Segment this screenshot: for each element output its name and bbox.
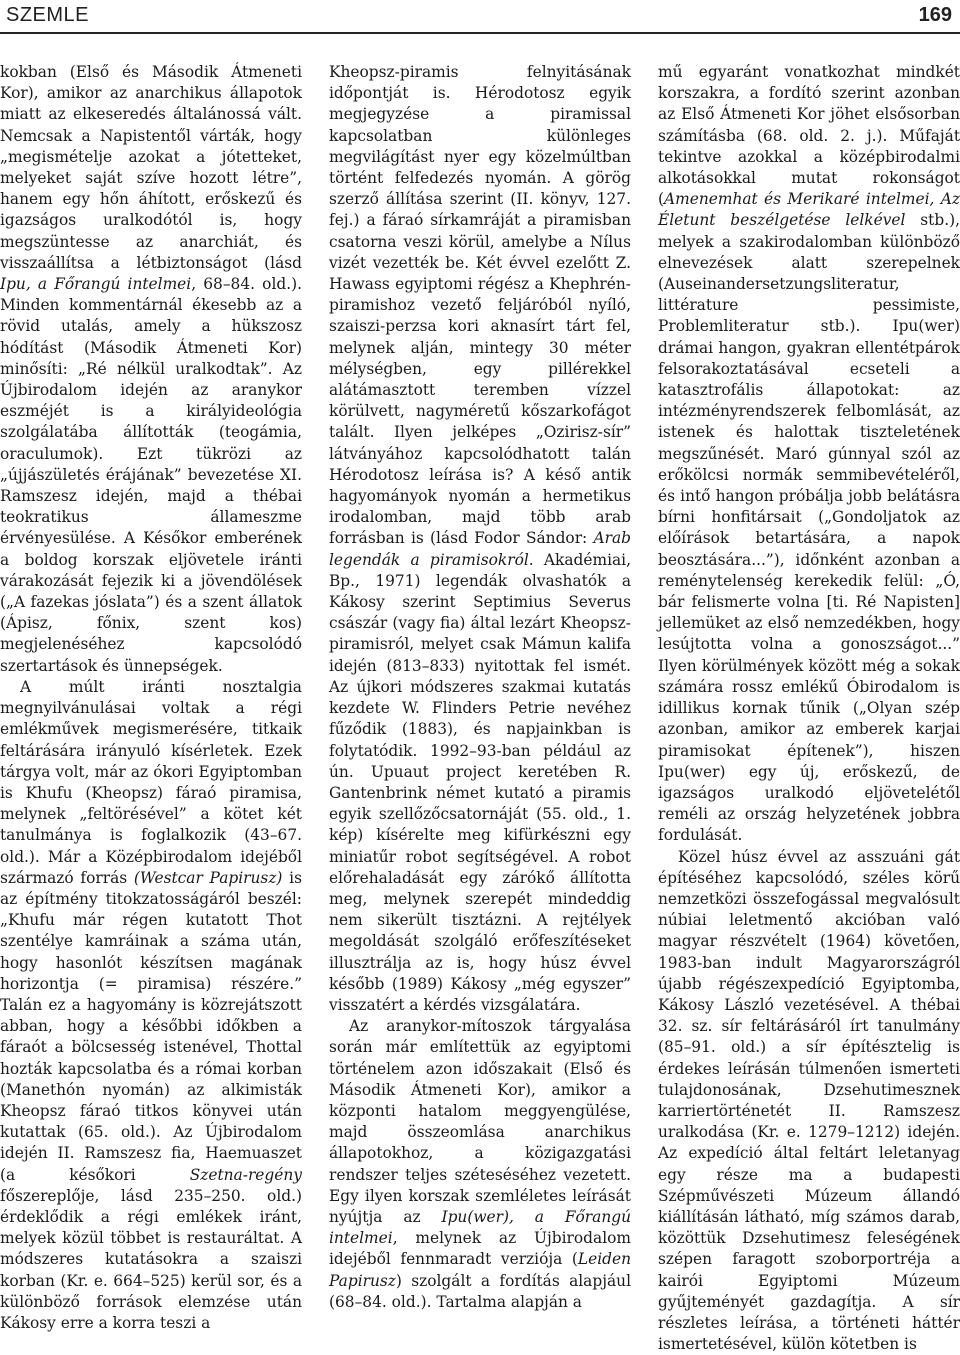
text-run: Akadémiai, Bp., 1971) legendák olvashatók a Kákosy szerint Septimius Severus császár (vagy fia) által lezárt Kheopsz-piramisról, melyet csak Mámun kalifa idején (813–833) nyitottak fel ismét. Az újkori módszeres szakmai kutatás kezdete W. Flinders Petrie nevéhez fűződik (1883), és napjainkban is folytatódik. 1992–93-ban például az ún. Upuaut project keretében R. Gantenbrink német kutató a piramis egyik szellőzőcsatornáját (55. old., 1. kép) kísérelte meg kifürkészni egy miniatűr robot segítségével. A robot előrehaladását egy zárókő állította meg, melynek szerepét mindeddig nem sikerült tisztázni. A rejtélyek megoldását szolgáló erőfeszítéseket illusztrálja az is, hogy húsz évvel később (1989) Kákosy „még egyszer” visszatért a kérdés vizsgálatára. <box>329 550 631 1014</box>
italic-title: Ipu, a Főrangú intelmei <box>0 275 192 294</box>
paragraph <box>0 677 302 1334</box>
italic-title: (Westcar Papirusz) <box>133 868 283 887</box>
text-run: Az aranykor-mítoszok tárgyalása során már említettük az egyiptomi történelem azon időszakait (Első és Második Átmeneti Kor), amikor a központi hatalom meggyengülése, majd összeomlása anarchikus állapotokhoz, a közigazgatási rendszer teljes széteséséhez vezetett. Egy ilyen korszak szemléletes leírását nyújtja az <box>329 1017 631 1226</box>
text-run: kokban (Első és Második Átmeneti Kor), amikor az anarchikus állapotok miatt az elkeseredés általánossá vált. Nemcsak a Napistentől várták, hogy „megismételje azokat a jótetteket, melyeket saját szíve hozott létre”, hanem egy hőn áhított, erőskezű és igazságos uralkodótól is, hogy megszüntesse az anarchiát, és visszaállítsa a létbiztonságot (lásd <box>0 63 302 272</box>
paragraph <box>329 62 631 1016</box>
italic-title: Arab legendák a piramisokról. <box>329 529 631 569</box>
page-number: 169 <box>918 4 952 26</box>
italic-title: Leiden Papirusz <box>329 1250 631 1290</box>
paragraph <box>658 62 960 847</box>
text-run: Közel húsz évvel az asszuáni gát építéséhez kapcsolódó, széles körű nemzetközi összefogással megvalósult núbiai leletmentő akcióban való magyar részvételt (1964) követően, 1983-ban indult Magyarországról újabb régészexpedíció Egyiptomba, Kákosy László vezetésével. A thébai 32. sz. sír feltárásáról írt tanulmány (85–91. old.) a sír építésztelig is érdekes leírásán túlmenően ismerteti tulajdonosának, Dzsehutimesznek karriertörténetét II. Ramszesz uralkodása (Kr. e. 1279–1212) idején. Az expedíció által feltárt leletanyag egy része ma a budapesti Szépművészeti Múzeum állandó kiállításán látható, míg számos darab, közöttük Dzsehutimesz feleségének szépen faragott szoborportréja a kairói Egyiptomi Múzeum gyűjteményét gazdagítja. A sír részletes leírása, a történeti háttér ismertetésével, külön kötetben is <box>658 847 960 1354</box>
text-columns <box>0 62 960 1354</box>
page-header <box>0 0 960 34</box>
text-run: A múlt iránti nosztalgia megnyilvánulásai voltak a régi emlékművek megismerésére, titkaik feltárására irányuló kísérletek. Ezek tárgya volt, már az ókori Egyiptomban is Khufu (Kheopsz) fáraó piramisa, melynek „feltörésével” a kötet két tanulmánya is foglalkozik (43–67. old.). Már a Középbirodalom idejéből származó forrás <box>0 677 302 887</box>
text-run: főszereplője, lásd 235–250. old.) érdeklődik a régi emlékek iránt, melyek közül többet is restauráltat. A módszeres kutatásokra a szaiszi korban (Kr. e. 664–525) kerül sor, és a különböző források elemzése után Kákosy erre a korra teszi a <box>0 1186 302 1332</box>
italic-title: Szetna-regény <box>189 1165 302 1184</box>
text-run: ) szolgált a fordítás alapjául (68–84. old.). Tartalma alapján a <box>329 1271 631 1311</box>
paragraph <box>658 847 960 1355</box>
text-run: , melynek az Újbirodalom idejéből fennmaradt verziója ( <box>329 1229 631 1269</box>
text-run: stb.), melyek a szakirodalomban különböző elnevezések alatt szerepelnek (Auseinandersetzungsliteratur, littérature pessimiste, Problemliteratur stb.). Ipu(wer) drámai hangon, gyakran ellentétpárok felsorakoztatásával ecseteli a katasztrofális állapotokat: az intézményrendszerek felbomlását, az istenek és halottak tiszteletének megszűnését. Maró gúnnyal szól az erőkölcsi normák semmibevételéről, és intő hangon próbálja jobb belátásra bírni honfitársait („Gondoljatok az előírások betartására, a napok beosztására...”), időnként azonban a reménytelenség kerekedik felül: „Ó, bár felismerte volna [ti. Ré Napisten] jellemüket az első nemzedékben, hogy lesújtotta volna a gonoszságot...” Ilyen körülmények között még a sokak számára rossz emlékű Óbirodalom is idillikus kornak tűnik („Olyan szép azonban, amikor az emberek karjai piramisokat építenek”), hiszen Ipu(wer) egy új, erőskezű, de igazságos uralkodó eljövetelétől reméli az ország helyzetének jobbra fordulását. <box>658 211 960 845</box>
column-3 <box>658 62 960 1354</box>
text-run: Kheopsz-piramis felnyitásának időpontját is. Hérodotosz egyik megjegyzése a piramissal kapcsolatban különleges megvilágítást nyer egy közelmúltban történt felfedezés nyomán. A görög szerző állítása szerint (II. könyv, 127. fej.) a fáraó sírkamráját a piramisban csatorna veszi körül, amelybe a Nílus vizét vezették be. Két évvel ezelőtt Z. Hawass egyiptomi régész a Khephrén-piramishoz vezető feljáróból nyíló, szaiszi-perzsa kori aknasírt tárt fel, melynek alján, mintegy 30 méter mélységben, egy pillérekkel alátámasztott teremben vízzel körülvett, nagyméretű kőszarkofágot talált. Ilyen jelképes „Ozirisz-sír” látványához kapcsolódhatott talán Hérodotosz leírása is? A késő antik hagyományok nyomán a hermetikus irodalomban, majd több arab forrásban is (lásd Fodor Sándor: <box>329 63 631 548</box>
text-run: mű egyaránt vonatkozhat mindkét korszakra, a fordító szerint azonban az Első Átmeneti Kor jöhet elsősorban számításba (68. old. 2. j.). Műfaját tekintve azokkal a középbirodalmi alkotásokkal mutat rokonságot ( <box>658 63 960 209</box>
paragraph <box>0 62 302 677</box>
running-title: SZEMLE <box>6 4 90 26</box>
text-run: , 68–84. old.). Minden kommentárnál ékesebb az a rövid utalás, amely a hükszosz hódítást (Második Átmeneti Kor) minősíti: „Ré nélkül uralkodtak”. Az Újbirodalom idején az aranykor eszméjét is a királyideológia szolgálatába állították (teogámia, oraculumok). Ezt tükrözi az „újjászületés érájának” bevezetése XI. Ramszesz idején, majd a thébai teokratikus állameszme érvényesülése. A Későkor emberének a boldog korszak eljövetele iránti várakozását fejezik ki a jövendölések („A fazekas jóslata”) és a szent állatok (Ápisz, főnix, szent kos) megjelenéséhez kapcsolódó szertartások és ünnepségek. <box>0 275 303 675</box>
italic-title: Ipu(wer), a Főrangú intelmei <box>329 1207 631 1248</box>
column-1 <box>0 62 303 1332</box>
text-run: is az építmény titokzatosságáról beszél: „Khufu már régen kutatott Thot szentélye kamráinak a száma után, hogy hasonlót készítsen magának horizontja (= piramisa) részére.” Talán ez a hagyomány is közrejátszott abban, hogy a későbbi időkben a fáraót a bölcsesség istenével, Thottal hozták kapcsolatba és a római korban (Manethón nyomán) az alkimisták Kheopsz fáraó titkos könyvei után kutattak (65. old.). Az Újbirodalom idején II. Ramszesz fia, Haemuaszet (a későkori <box>0 868 303 1184</box>
paragraph <box>329 1016 631 1313</box>
column-2 <box>329 62 631 1311</box>
italic-title: Amenemhat és Merikaré intelmei, Az Életunt beszélgetése lelkével <box>658 190 960 230</box>
